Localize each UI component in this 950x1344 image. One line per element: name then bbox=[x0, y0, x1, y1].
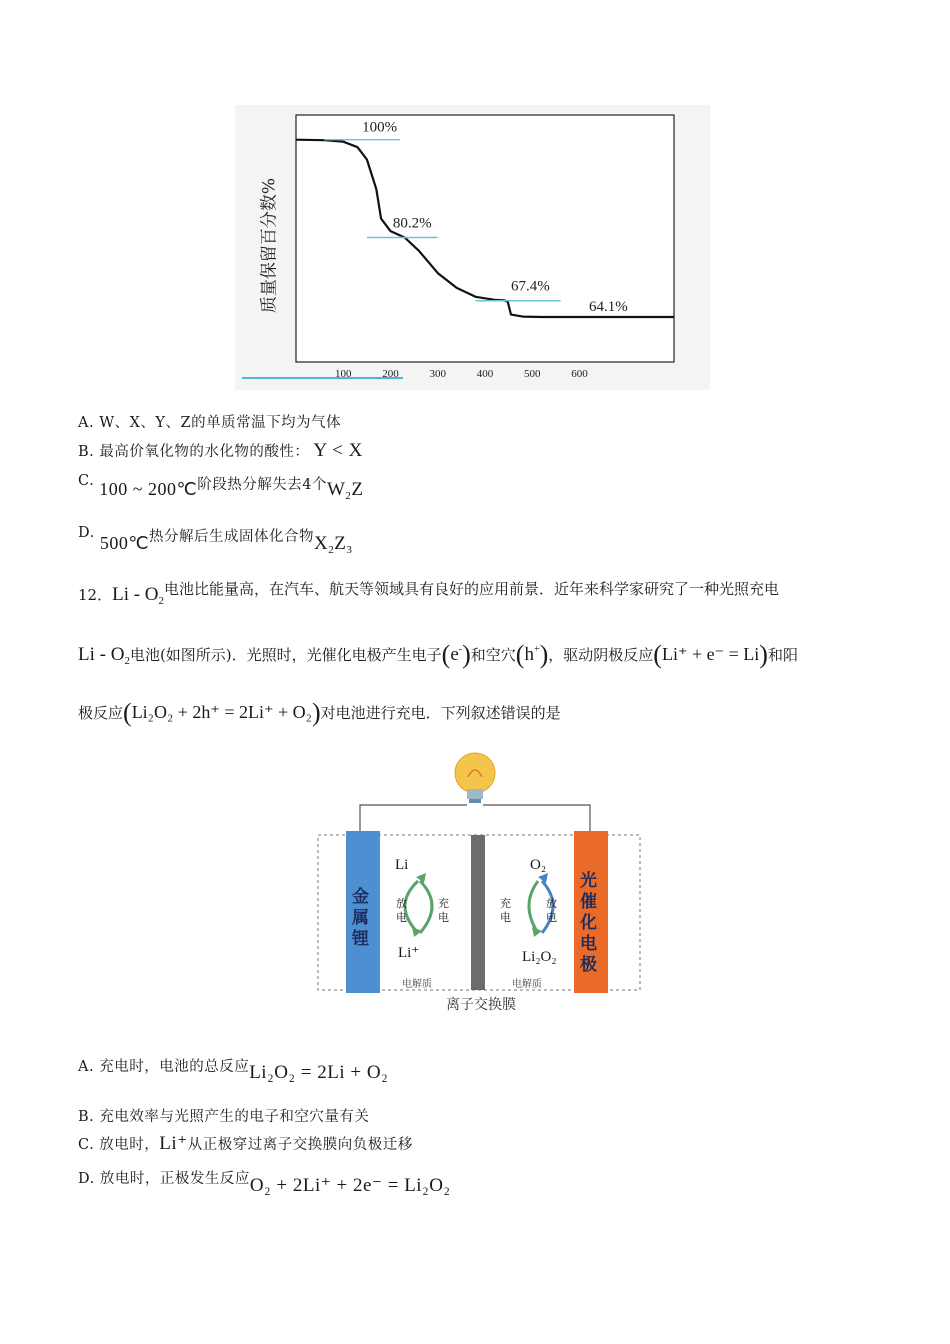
wire-left bbox=[360, 805, 467, 831]
option-12-d bbox=[78, 1167, 451, 1197]
option-12-a-equation: Li₂O₂ = 2Li + O₂ bbox=[249, 1062, 389, 1083]
option-12-b: B. 充电效率与光照产生的电子和空穴量有关 bbox=[78, 1109, 370, 1125]
level-label: 64.1% bbox=[588, 299, 628, 316]
paren-close-e: ) bbox=[462, 640, 471, 669]
option-12-d-text: D. 放电时，正极发生反应 bbox=[78, 1171, 250, 1187]
formula-w-sub: 2 bbox=[345, 490, 352, 502]
option-12-c-text-b: 从正极穿过离子交换膜向负极迁移 bbox=[187, 1137, 413, 1153]
li-o2-text-1: Li - O bbox=[112, 584, 159, 605]
charge-arrow-left bbox=[420, 881, 432, 933]
li-o2-text-2: Li - O bbox=[78, 644, 125, 665]
o2-label: O₂ bbox=[530, 857, 547, 873]
formula-x-sub: 2 bbox=[328, 544, 335, 556]
electron-symbol bbox=[450, 644, 462, 665]
question-12-text-3a: 极反应 bbox=[78, 704, 124, 722]
discharge-left-label: 放电 bbox=[396, 897, 407, 924]
y-axis-label: 质量保留百分数% bbox=[259, 177, 280, 314]
level-label: 100% bbox=[362, 119, 398, 136]
question-12-text-2a: 电池(如图所示)．光照时，光催化电极产生电子 bbox=[129, 646, 442, 664]
option-11-b-text: B. 最高价氧化物的水化物的酸性： bbox=[78, 444, 310, 460]
electrolyte-left-label: 电解质 bbox=[402, 979, 432, 990]
formula-z: Z bbox=[351, 479, 364, 500]
x-tick-label: 200 bbox=[382, 368, 399, 380]
option-11-d bbox=[78, 525, 352, 556]
option-11-c-label: C. bbox=[78, 473, 95, 489]
paren-close-anode: ) bbox=[311, 698, 321, 727]
option-11-d-label: D. bbox=[78, 525, 95, 541]
x-tick-label: 400 bbox=[476, 368, 494, 380]
charge-right-label: 充电 bbox=[500, 897, 511, 924]
question-12-text-2c: ，驱动阴极反应 bbox=[548, 646, 654, 664]
question-number: 12． bbox=[78, 586, 113, 604]
hole-sup: + bbox=[533, 644, 540, 655]
x-tick-label: 100 bbox=[335, 368, 352, 380]
question-12-text-2b: 和空穴 bbox=[470, 646, 516, 664]
left-electrode-label: 金属锂 bbox=[352, 887, 369, 949]
level-label: 67.4% bbox=[510, 278, 550, 295]
formula-z3: Z bbox=[334, 533, 347, 554]
level-label: 80.2% bbox=[392, 215, 432, 232]
x-tick-label: 500 bbox=[524, 368, 541, 380]
option-11-d-text: 热分解后生成固体化合物 bbox=[149, 529, 315, 545]
li-o2-formula-2 bbox=[78, 644, 130, 667]
option-12-c-ion: Li⁺ bbox=[159, 1133, 188, 1154]
light-bulb-icon bbox=[455, 753, 495, 803]
option-11-c-text: 阶段热分解失去4个 bbox=[197, 477, 327, 493]
question-12-line-2 bbox=[78, 638, 798, 670]
formula-z3-sub: 3 bbox=[346, 544, 353, 556]
option-12-a bbox=[78, 1055, 388, 1084]
option-11-d-math: 500℃ bbox=[99, 533, 150, 553]
option-11-a: A. W、X、Y、Z的单质常温下均为气体 bbox=[78, 415, 342, 431]
li-o2-sub-2: 2 bbox=[124, 655, 130, 667]
question-12-text-2d: 和阳 bbox=[767, 646, 798, 664]
li-top-label: Li bbox=[395, 857, 409, 873]
ion-exchange-membrane bbox=[471, 835, 485, 990]
option-11-c-math: 100 ~ 200℃ bbox=[99, 479, 198, 499]
paren-close-cath: ) bbox=[759, 640, 768, 669]
formula-w: W bbox=[326, 479, 346, 500]
question-12-text-3b: 对电池进行充电．下列叙述错误的是 bbox=[320, 704, 561, 722]
option-11-d-formula bbox=[314, 533, 352, 556]
option-11-b-math: Y < X bbox=[313, 440, 363, 461]
li-o2-formula-1 bbox=[112, 584, 164, 607]
hole-h: h bbox=[524, 644, 534, 665]
option-12-c bbox=[78, 1132, 413, 1155]
charge-arrow-right bbox=[529, 881, 538, 933]
battery-diagram bbox=[310, 745, 650, 1017]
paren-open-h: ( bbox=[515, 640, 525, 669]
formula-x: X bbox=[314, 533, 329, 554]
option-12-c-text-a: C. 放电时， bbox=[78, 1137, 160, 1153]
option-12-a-text: A. 充电时，电池的总反应 bbox=[78, 1059, 250, 1075]
option-11-c-formula bbox=[327, 479, 364, 502]
x-tick-label: 300 bbox=[429, 368, 446, 380]
plot-frame bbox=[296, 115, 674, 362]
right-electrode-label: 光催化电极 bbox=[580, 871, 597, 975]
li-ion-label: Li⁺ bbox=[398, 945, 420, 961]
paren-open-e: ( bbox=[441, 640, 451, 669]
electrolyte-right-label: 电解质 bbox=[512, 979, 542, 990]
electron-e: e bbox=[450, 644, 459, 665]
option-11-b bbox=[78, 440, 363, 462]
paren-open-anode: ( bbox=[123, 698, 132, 727]
tga-chart bbox=[235, 105, 710, 390]
li-o2-sub-1: 2 bbox=[158, 595, 165, 607]
question-12-text-1: 电池比能量高，在汽车、航天等领域具有良好的应用前景．近年来科学家研究了一种光照充电 bbox=[164, 580, 780, 598]
cathode-equation: Li⁺ + e⁻ = Li bbox=[661, 644, 760, 664]
membrane-label: 离子交换膜 bbox=[446, 997, 516, 1013]
question-12-line-3 bbox=[78, 698, 561, 728]
tga-chart-svg bbox=[235, 105, 710, 390]
option-12-d-equation: O₂ + 2Li⁺ + 2e⁻ = Li₂O₂ bbox=[249, 1175, 451, 1196]
x-tick-label: 600 bbox=[571, 368, 588, 380]
wire-right bbox=[483, 805, 590, 831]
li2o2-label: Li₂O₂ bbox=[522, 949, 557, 965]
paren-open-cath: ( bbox=[653, 640, 662, 669]
hole-symbol bbox=[524, 644, 539, 665]
question-12-line-1 bbox=[78, 578, 779, 607]
charge-left-label: 充电 bbox=[438, 897, 449, 924]
discharge-right-label: 放电 bbox=[546, 897, 557, 924]
electron-sup: - bbox=[458, 644, 463, 655]
anode-equation: Li₂O₂ + 2h⁺ = 2Li⁺ + O₂ bbox=[131, 702, 312, 722]
option-11-c bbox=[78, 473, 364, 502]
paren-close-h: ) bbox=[539, 640, 549, 669]
